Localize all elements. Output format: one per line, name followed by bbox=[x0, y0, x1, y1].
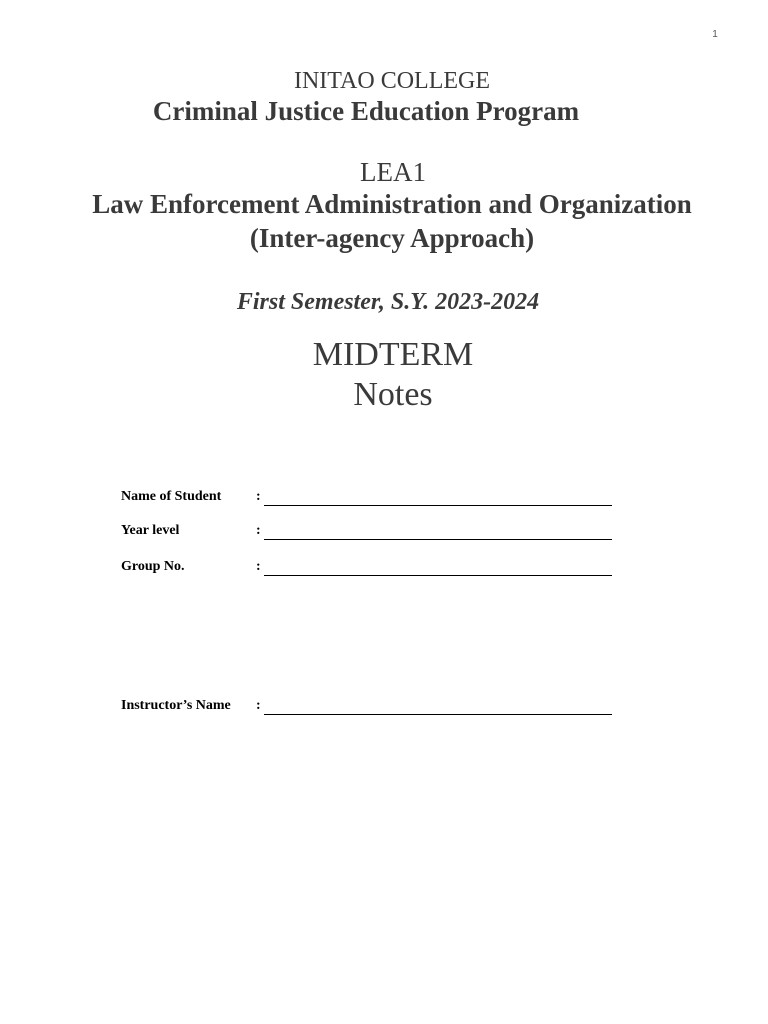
group-no-field bbox=[121, 559, 621, 579]
field-separator: : bbox=[256, 559, 261, 574]
course-subtitle: (Inter-agency Approach) bbox=[249, 223, 535, 253]
program-name: Criminal Justice Education Program bbox=[152, 96, 580, 126]
year-level-field bbox=[121, 523, 621, 543]
course-title: Law Enforcement Administration and Organization bbox=[92, 189, 692, 219]
course-code: LEA1 bbox=[360, 157, 426, 187]
instructor-name-field bbox=[121, 698, 621, 718]
semester: First Semester, S.Y. 2023-2024 bbox=[236, 289, 540, 315]
field-separator: : bbox=[256, 523, 261, 538]
page-number: 1 bbox=[712, 29, 718, 40]
student-name-field bbox=[121, 489, 621, 509]
instructor-name-label: Instructor’s Name bbox=[121, 698, 231, 713]
student-name-label: Name of Student bbox=[121, 489, 222, 504]
field-separator: : bbox=[256, 698, 261, 713]
student-name-blank-line[interactable] bbox=[264, 505, 612, 506]
year-level-blank-line[interactable] bbox=[264, 539, 612, 540]
group-no-label: Group No. bbox=[121, 559, 185, 574]
instructor-name-blank-line[interactable] bbox=[264, 714, 612, 715]
document-type-title: MIDTERM bbox=[312, 336, 474, 373]
field-separator: : bbox=[256, 489, 261, 504]
group-no-blank-line[interactable] bbox=[264, 575, 612, 576]
document-type-subtitle: Notes bbox=[353, 376, 433, 413]
year-level-label: Year level bbox=[121, 523, 180, 538]
college-name: INITAO COLLEGE bbox=[293, 68, 491, 94]
